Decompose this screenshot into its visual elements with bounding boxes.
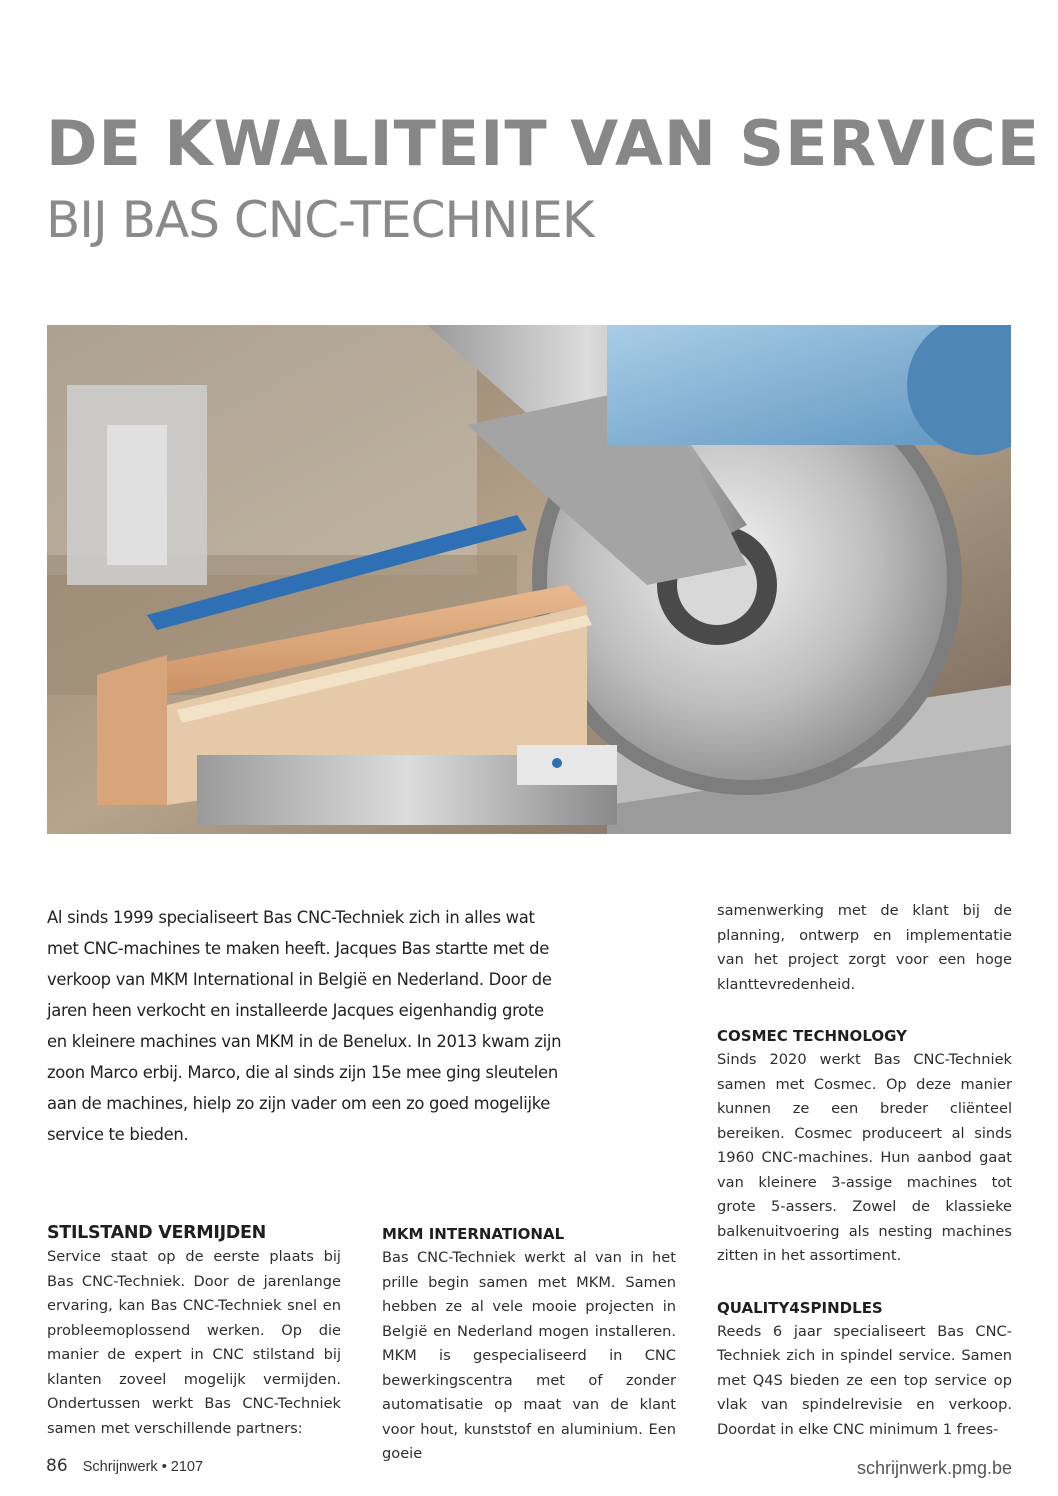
section-heading-q4s: QUALITY4SPINDLES bbox=[717, 1298, 883, 1317]
page-subtitle: BIJ BAS CNC-TECHNIEK bbox=[46, 191, 594, 249]
column-middle bbox=[382, 1222, 676, 1467]
website-link[interactable]: schrijnwerk.pmg.be bbox=[856, 1458, 1012, 1478]
section-body-cosmec: Sinds 2020 werkt Bas CNC-Techniek samen met Cosmec. Op deze manier kunnen ze een breder cliënteel bereiken. Cosmec produceert al sinds 1960 CNC-machines. Hun aanbod gaat van kleinere 3-assige machines tot grote 5-assers. Zowel de klassieke balkenuitvoering als nesting machines zitten in het assortiment. bbox=[717, 1051, 1012, 1264]
section-body-stilstand: Service staat op de eerste plaats bij Bas CNC-Techniek. Door de jarenlange ervaring, kan Bas CNC-Techniek snel en probleemoplossend werken. Op die manier de expert in CNC stilstand bij klanten zoveel mogelijk vermijden. Ondertussen werkt Bas CNC-Techniek samen met verschillende partners: bbox=[47, 1248, 341, 1437]
section-heading-cosmec: COSMEC TECHNOLOGY bbox=[717, 1027, 907, 1045]
section-heading-mkm: MKM INTERNATIONAL bbox=[382, 1225, 565, 1243]
section-body-mkm: Bas CNC-Techniek werkt al van in het prille begin samen met MKM. Samen hebben ze al vele mooie projecten in België en Nederland mogen installeren. MKM is gespecialiseerd in CNC bewerkingscentra met of zonder automatisatie op maat van de klant voor hout, kunststof en aluminium. Een goeie bbox=[382, 1249, 676, 1462]
publication-name: Schrijnwerk • 2107 bbox=[82, 1459, 204, 1475]
intro-paragraph: Al sinds 1999 specialiseert Bas CNC-Techniek zich in alles wat met CNC-machines te maken heeft. Jacques Bas startte met de verkoop van MKM International in België en Nederland. Door de jaren heen verkocht en installeerde Jacques eigenhandig grote en kleinere machines van MKM in de Benelux. In 2013 kwam zijn zoon Marco erbij. Marco, die al sinds zijn 15e mee ging sleutelen aan de machines, hielp zo zijn vader om een zo goed mogelijke service te bieden. bbox=[47, 908, 562, 1144]
footer-left bbox=[46, 1456, 203, 1476]
section-heading-stilstand: STILSTAND VERMIJDEN bbox=[47, 1223, 267, 1243]
section-body-q4s: Reeds 6 jaar specialiseert Bas CNC-Techniek zich in spindel service. Samen met Q4S bieden ze een top service op vlak van spindelrevisie en verkoop. Doordat in elke CNC minimum 1 frees- bbox=[717, 1322, 1012, 1438]
page-title: DE KWALITEIT VAN SERVICE bbox=[46, 107, 1041, 180]
column-left bbox=[47, 1221, 341, 1441]
page-number: 86 bbox=[46, 1456, 68, 1476]
column-right bbox=[717, 899, 1012, 1442]
cnc-saw-photo bbox=[47, 325, 1011, 834]
section-body-continued: samenwerking met de klant bij de planning, ontwerp en implementatie van het project zorgt voor een hoge klanttevredenheid. bbox=[717, 902, 1012, 993]
